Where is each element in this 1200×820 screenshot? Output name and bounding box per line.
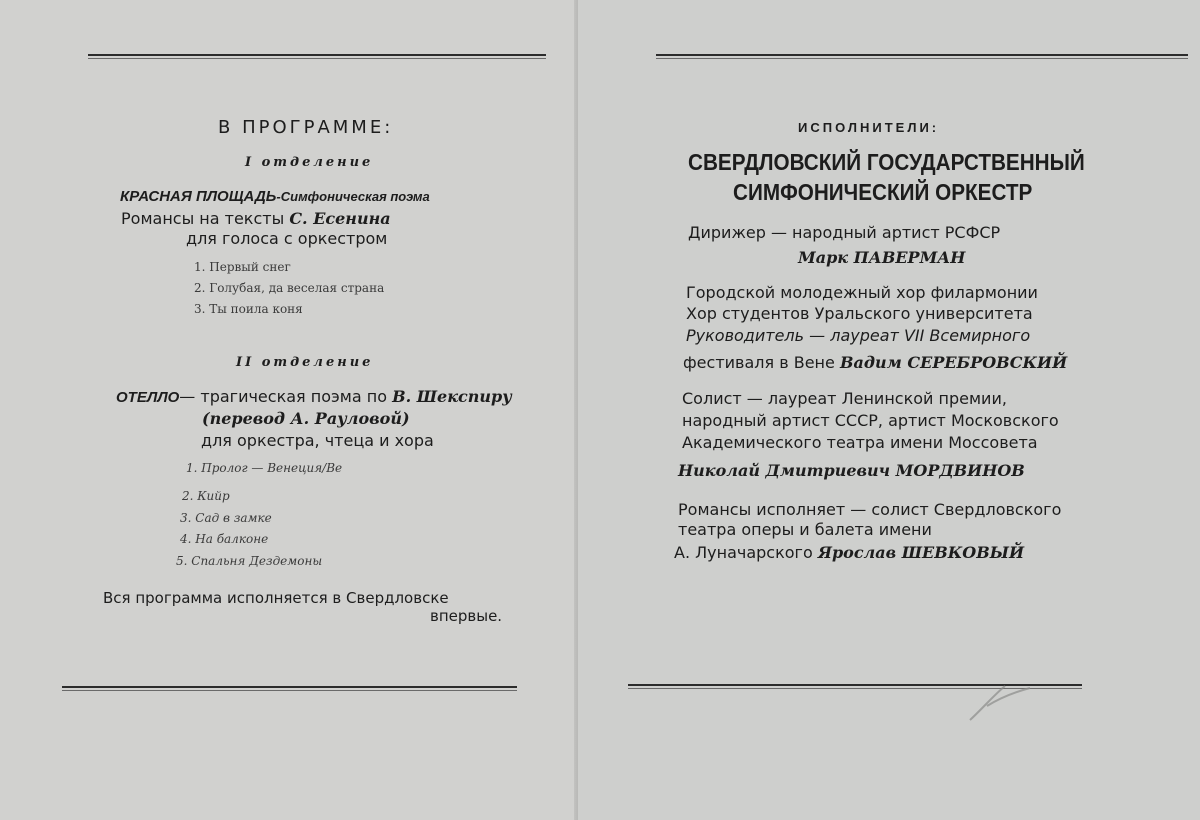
choir-line3: Руководитель — лауреат VII Всемирного	[686, 326, 1031, 345]
work1-title: КРАСНАЯ ПЛОЩАДЬ	[120, 188, 277, 205]
part2-item-2: 2. Кийр	[182, 489, 230, 503]
left-page	[0, 0, 578, 820]
part2-item-1: 1. Пролог — Венеция/Ве	[186, 461, 343, 475]
soloist-line3: Академического театра имени Моссовета	[682, 433, 1038, 452]
romances-line2: театра оперы и балета имени	[678, 520, 932, 539]
otello-line	[116, 389, 512, 405]
romances-line1: Романсы исполняет — солист Свердловского	[678, 500, 1062, 519]
work1-line	[120, 189, 430, 204]
top-rule-left	[88, 54, 546, 56]
part1-item-1: 1. Первый снег	[194, 260, 291, 274]
performers-heading: ИСПОЛНИТЕЛИ:	[798, 120, 940, 135]
choir-line4-prefix: фестиваля в Вене	[683, 353, 835, 372]
work2-line1	[121, 211, 391, 227]
soloist-line2: народный артист СССР, артист Московского	[682, 411, 1059, 430]
right-page	[578, 0, 1200, 820]
work2-author: С. Есенина	[289, 209, 391, 228]
bottom-rule-left	[62, 686, 517, 688]
part2-title: II отделение	[236, 355, 374, 370]
choir-line1: Городской молодежный хор филармонии	[686, 283, 1038, 302]
choir-line2: Хор студентов Уральского университета	[686, 304, 1033, 323]
footer-line1: Вся программа исполняется в Свердловске	[103, 589, 449, 607]
part1-item-2: 2. Голубая, да веселая страна	[194, 281, 385, 295]
orchestra-line2: СИМФОНИЧЕСКИЙ ОРКЕСТР	[733, 179, 1033, 205]
soloist-line1: Солист — лауреат Ленинской премии,	[682, 389, 1007, 408]
part2-item-3: 3. Сад в замке	[180, 511, 272, 525]
otello-title: ОТЕЛЛО	[116, 389, 180, 406]
pen-mark	[965, 678, 1035, 724]
part1-title: I отделение	[245, 155, 374, 170]
otello-author: В. Шекспиру	[392, 387, 512, 406]
orchestra-line1: СВЕРДЛОВСКИЙ ГОСУДАРСТВЕННЫЙ	[688, 149, 1085, 175]
work1-desc: -Симфоническая поэма	[276, 189, 430, 204]
otello-forces: для оркестра, чтеца и хора	[201, 431, 434, 450]
work2-line2: для голоса с оркестром	[186, 229, 388, 248]
romances-line3	[674, 545, 1024, 561]
part2-item-5: 5. Спальня Дездемоны	[176, 554, 323, 568]
romances-singer: Ярослав ШЕВКОВЫЙ	[817, 543, 1025, 562]
work2-text: Романсы на тексты	[121, 209, 285, 228]
soloist-name: Николай Дмитриевич МОРДВИНОВ	[678, 461, 1025, 480]
romances-line3-prefix: А. Луначарского	[674, 543, 813, 562]
choir-line4	[683, 355, 1067, 371]
part2-item-4: 4. На балконе	[180, 532, 269, 546]
otello-translation: (перевод А. Рауловой)	[202, 409, 410, 428]
program-heading: В ПРОГРАММЕ:	[218, 117, 394, 138]
footer-line2: впервые.	[430, 607, 503, 625]
conductor-role: Дирижер — народный артист РСФСР	[688, 223, 1001, 242]
conductor-name: Марк ПАВЕРМАН	[798, 248, 966, 267]
part1-item-3: 3. Ты поила коня	[194, 302, 303, 316]
otello-desc: — трагическая поэма по	[179, 387, 387, 406]
choir-leader: Вадим СЕРЕБРОВСКИЙ	[839, 353, 1068, 372]
top-rule-right	[656, 54, 1188, 56]
